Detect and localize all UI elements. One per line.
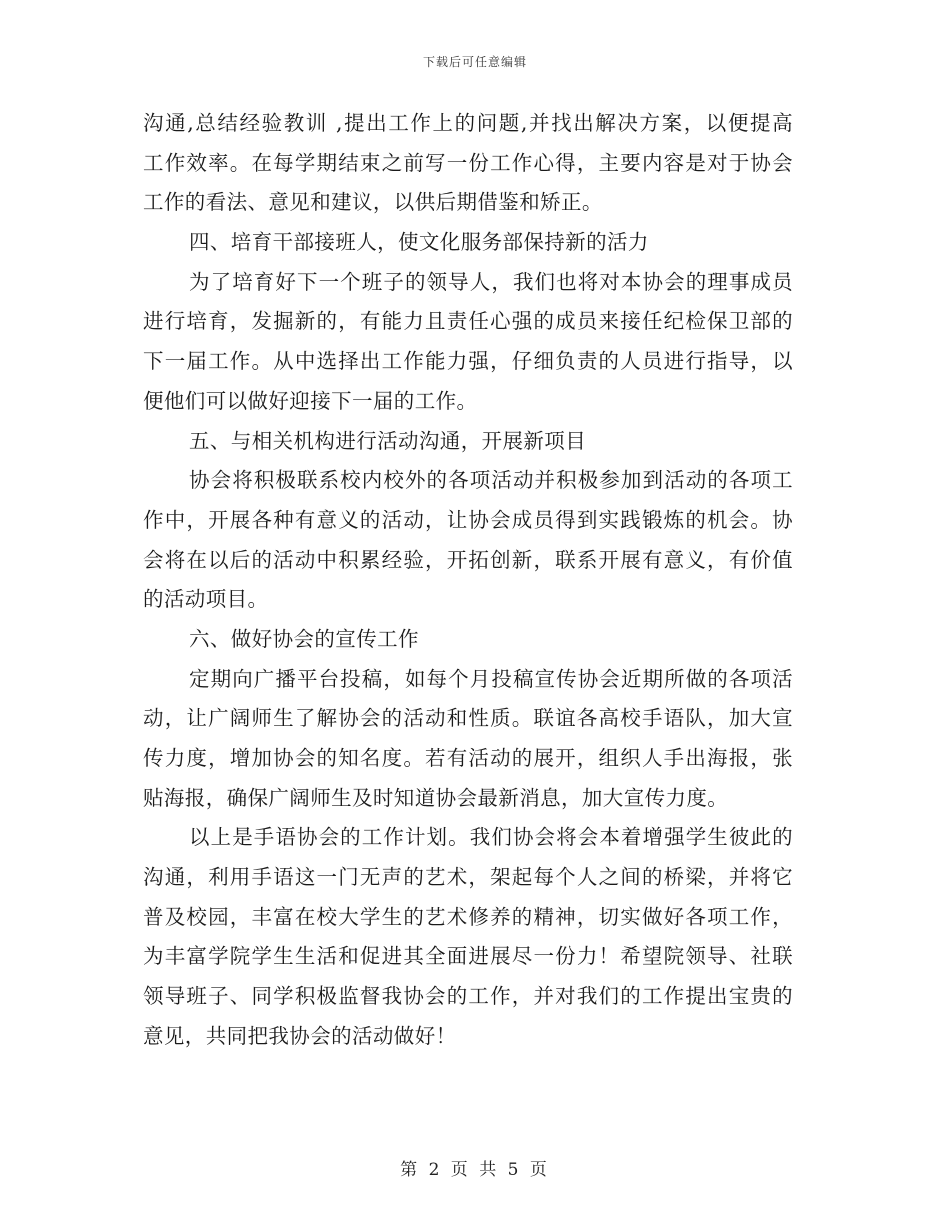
text-line: 下一届工作。从中选择出工作能力强，仔细负责的人员进行指导，以 bbox=[143, 349, 793, 374]
text-line: 的活动项目。 bbox=[143, 587, 269, 612]
text-line: 为了培育好下一个班子的领导人，我们也将对本协会的理事成员 bbox=[189, 269, 793, 294]
text-line: 进行培育，发掘新的，有能力且责任心强的成员来接任纪检保卫部的 bbox=[143, 309, 793, 334]
text-line: 传力度，增加协会的知名度。若有活动的展开，组织人手出海报，张 bbox=[143, 746, 793, 770]
text-line: 为丰富学院学生生活和促进其全面进展尽一份力！希望院领导、社联 bbox=[143, 944, 793, 969]
text-line: 意见，共同把我协会的活动做好！ bbox=[143, 1023, 457, 1048]
text-line: 贴海报，确保广阔师生及时知道协会最新消息，加大宣传力度。 bbox=[143, 785, 729, 810]
text-line: 沟通,总结经验教训 ,提出工作上的问题,并找出解决方案，以便提高 bbox=[143, 111, 793, 135]
body-text bbox=[143, 104, 793, 1057]
text-line: 作中，开展各种有意义的活动，让协会成员得到实践锻炼的机会。协 bbox=[143, 507, 793, 532]
text-line: 便他们可以做好迎接下一届的工作。 bbox=[143, 388, 478, 413]
page-number: 第 2 页 共 5 页 bbox=[400, 1160, 550, 1180]
text-line: 定期向广播平台投稿，如每个月投稿宣传协会近期所做的各项活 bbox=[189, 666, 793, 691]
text-line: 五、与相关机构进行活动沟通，开展新项目 bbox=[189, 428, 587, 453]
text-line: 动，让广阔师生了解协会的活动和性质。联谊各高校手语队，加大宣 bbox=[143, 706, 793, 731]
text-line: 沟通，利用手语这一门无声的艺术，架起每个人之间的桥梁，并将它 bbox=[143, 865, 793, 890]
text-line: 普及校园，丰富在校大学生的艺术修养的精神，切实做好各项工作， bbox=[143, 904, 793, 929]
text-line: 工作效率。在每学期结束之前写一份工作心得，主要内容是对于协会 bbox=[143, 150, 793, 175]
text-line: 领导班子、同学积极监督我协会的工作，并对我们的工作提出宝贵的 bbox=[143, 984, 793, 1009]
text-line: 以上是手语协会的工作计划。我们协会将会本着增强学生彼此的 bbox=[189, 825, 793, 850]
text-line: 六、做好协会的宣传工作 bbox=[189, 626, 419, 651]
text-line: 四、培育干部接班人，使文化服务部保持新的活力 bbox=[189, 230, 649, 255]
text-line: 会将在以后的活动中积累经验，开拓创新，联系开展有意义，有价值 bbox=[143, 547, 793, 572]
header-note: 下载后可任意编辑 bbox=[422, 55, 527, 69]
text-line: 协会将积极联系校内校外的各项活动并积极参加到活动的各项工 bbox=[189, 468, 793, 493]
text-line: 工作的看法、意见和建议，以供后期借鉴和矫正。 bbox=[143, 190, 603, 215]
